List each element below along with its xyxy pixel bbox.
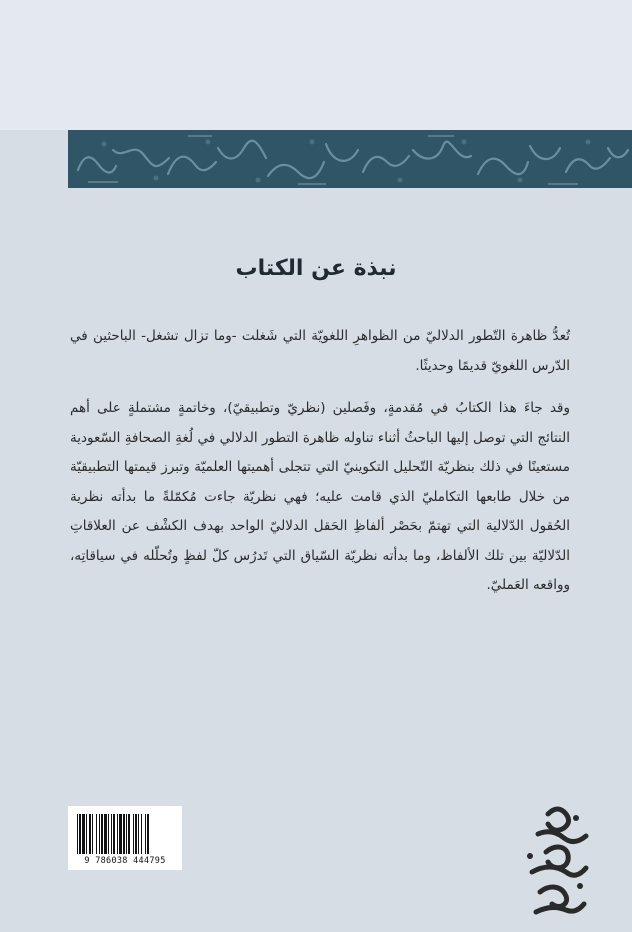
barcode-bar xyxy=(119,814,122,854)
barcode-bar xyxy=(113,814,115,854)
barcode-bar xyxy=(92,814,93,854)
description-paragraph-1: تُعدُّ ظاهرة التّطور الدلاليّ من الظواهرِ اللغويّة التي شَغلت -وما تزال تشغل- الباحثين في الدّرس اللغويّ قديمًا وحديثًا. xyxy=(70,328,570,374)
barcode-bar xyxy=(123,814,125,854)
barcode-bar xyxy=(117,814,118,854)
barcode-bar xyxy=(77,814,78,854)
page-title: نبذة عن الكتاب xyxy=(235,256,397,281)
calligraphy-banner xyxy=(68,130,632,188)
barcode-bar xyxy=(147,814,149,854)
publisher-logo-icon xyxy=(518,800,598,920)
barcode-bar xyxy=(145,814,146,854)
barcode-bar xyxy=(138,814,139,854)
publisher-logo xyxy=(518,800,598,924)
barcode-bar xyxy=(126,814,127,854)
calligraphy-pattern-icon xyxy=(68,130,632,188)
barcode-bar xyxy=(82,814,85,854)
book-description xyxy=(70,322,570,601)
barcode-bar xyxy=(108,814,109,854)
description-paragraph-2: وقد جاءَ هذا الكتابُ في مُقدمةٍ، وفَصلين (نظريّ وتطبيقيّ)، وخاتمةٍ مشتملةٍ على أهم النتائج التي توصل إليها الباحثُ أثناء تناوله ظاهرة التطور الدلالي في لُغةِ الصحافةِ السّعودية مستعينًا في ذلك بنظريّة التّحليل التكوينيّ التي تتجلى أهميتها العلميّة وتبرز قيمتها التطبيقيّة من خلال طابعها التكامليّ الذي قامت عليه؛ فهي نظريّة جاءت مُكمّلةً ما بدأته نظرية الحُقول الدّلالية التي تهتمّ بحَصْر ألفاظِ الحَقل الدلاليّ الواحد بهدف الكشْف عن العلاقاتِ الدّلاليّة بين تلك الألفاظ، وما بدأته نظريّة السّياق التي تَدرُس كلّ لفظٍ وتُحلّله في سياقاتِه، وواقعه العَمليّ. xyxy=(70,400,570,593)
barcode-bar xyxy=(141,814,142,854)
barcode-bars-icon xyxy=(77,814,173,854)
barcode-bar xyxy=(86,814,87,854)
isbn-number: 9 786038 444795 xyxy=(84,856,166,866)
isbn-barcode xyxy=(68,806,182,870)
page-top-area xyxy=(0,0,632,130)
barcode-bar xyxy=(101,814,103,854)
barcode-bar xyxy=(111,814,112,854)
barcode-bar xyxy=(96,814,97,854)
barcode-bar xyxy=(128,814,130,854)
barcode-bar xyxy=(99,814,100,854)
barcode-bar xyxy=(104,814,107,854)
barcode-bar xyxy=(79,814,81,854)
barcode-bar xyxy=(133,814,134,854)
barcode-bar xyxy=(135,814,137,854)
barcode-bar xyxy=(89,814,91,854)
